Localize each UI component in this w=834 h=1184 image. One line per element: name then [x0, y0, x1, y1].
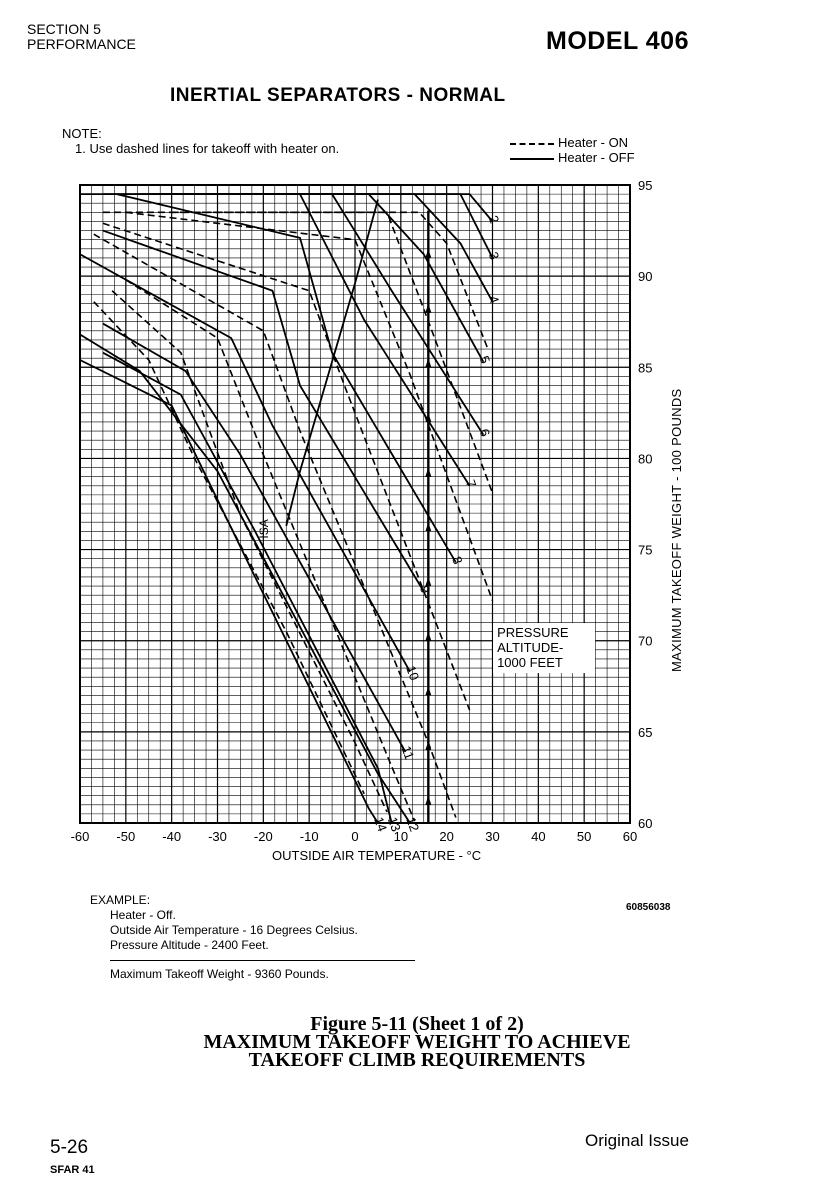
note-title: NOTE:	[62, 126, 102, 141]
altitude-label-5: 5	[476, 353, 494, 366]
y-tick-label: 80	[638, 451, 653, 467]
y-tick-label: 85	[638, 360, 653, 376]
altitude-label-12: 12	[403, 814, 423, 834]
heater-off-line-12	[80, 334, 410, 823]
y-tick-label: 75	[638, 542, 653, 558]
y-tick-label: 60	[638, 816, 653, 831]
pressure-altitude-label: 1000 FEET	[497, 655, 563, 671]
model-title: MODEL 406	[546, 27, 689, 55]
altitude-label-3: 3	[485, 249, 503, 262]
altitude-label-2: 2	[485, 213, 503, 226]
example-title: EXAMPLE:	[90, 893, 151, 907]
altitude-label-14: 14	[371, 814, 391, 834]
x-tick-label: 10	[393, 829, 409, 844]
example-divider	[110, 960, 415, 961]
section-label: SECTION 5	[27, 21, 101, 37]
x-tick-label: 60	[622, 829, 638, 844]
x-tick-label: -30	[208, 829, 227, 844]
x-tick-label: -50	[116, 829, 136, 844]
x-tick-label: -40	[162, 829, 182, 844]
y-tick-label: 95	[638, 178, 653, 193]
performance-label: PERFORMANCE	[27, 36, 136, 52]
example-result: Maximum Takeoff Weight - 9360 Pounds.	[110, 967, 329, 981]
altitude-label-8: 8	[449, 554, 466, 567]
y-tick-label: 90	[638, 269, 653, 285]
x-tick-label: -10	[299, 829, 319, 844]
x-axis-label: OUTSIDE AIR TEMPERATURE - °C	[272, 848, 482, 863]
x-tick-label: 50	[576, 829, 592, 844]
example-line-3: Pressure Altitude - 2400 Feet.	[110, 938, 269, 952]
pressure-altitude-label: ALTITUDE-	[497, 640, 564, 656]
heater-off-line-6	[218, 194, 484, 435]
altitude-label-10: 10	[403, 663, 423, 683]
y-tick-label: 65	[638, 724, 653, 740]
altitude-label-13: 13	[384, 814, 404, 834]
example-line-2: Outside Air Temperature - 16 Degrees Celsius.	[110, 923, 358, 937]
pressure-altitude-label: PRESSURE	[497, 625, 569, 641]
chart-subtitle: INERTIAL SEPARATORS - NORMAL	[170, 85, 506, 106]
x-tick-label: 30	[485, 829, 500, 844]
heater-off-line-13	[103, 353, 392, 823]
x-tick-label: 40	[531, 829, 546, 844]
note-item: 1. Use dashed lines for takeoff with heater on.	[75, 141, 340, 156]
x-tick-label: 0	[351, 829, 359, 844]
figure-number: Figure 5-11 (Sheet 1 of 2)	[310, 1013, 524, 1035]
y-tick-label: 70	[638, 633, 653, 649]
y-axis-label: MAXIMUM TAKEOFF WEIGHT - 100 POUNDS	[669, 388, 684, 672]
sfar-label: SFAR 41	[50, 1164, 95, 1176]
x-tick-label: -20	[253, 829, 273, 844]
legend-heater-on: Heater - ON	[510, 135, 628, 150]
isa-label: ISA	[256, 519, 271, 539]
altitude-label-7: 7	[462, 477, 480, 490]
legend-heater-off: Heater - OFF	[510, 150, 635, 165]
altitude-label-11: 11	[398, 743, 418, 762]
altitude-label-6: 6	[476, 426, 494, 439]
altitude-label-4: 4	[485, 293, 503, 306]
figure-title-line-1: MAXIMUM TAKEOFF WEIGHT TO ACHIEVE	[203, 1031, 631, 1053]
page-number: 5-26	[50, 1137, 89, 1158]
x-tick-label: -60	[70, 829, 90, 844]
altitude-label-9: 9	[416, 583, 434, 596]
example-line-1: Heater - Off.	[110, 908, 176, 922]
issue-label: Original Issue	[585, 1131, 689, 1150]
figure-code: 60856038	[626, 902, 671, 913]
figure-title-line-2: TAKEOFF CLIMB REQUIREMENTS	[248, 1049, 586, 1071]
x-tick-label: 20	[439, 829, 454, 844]
